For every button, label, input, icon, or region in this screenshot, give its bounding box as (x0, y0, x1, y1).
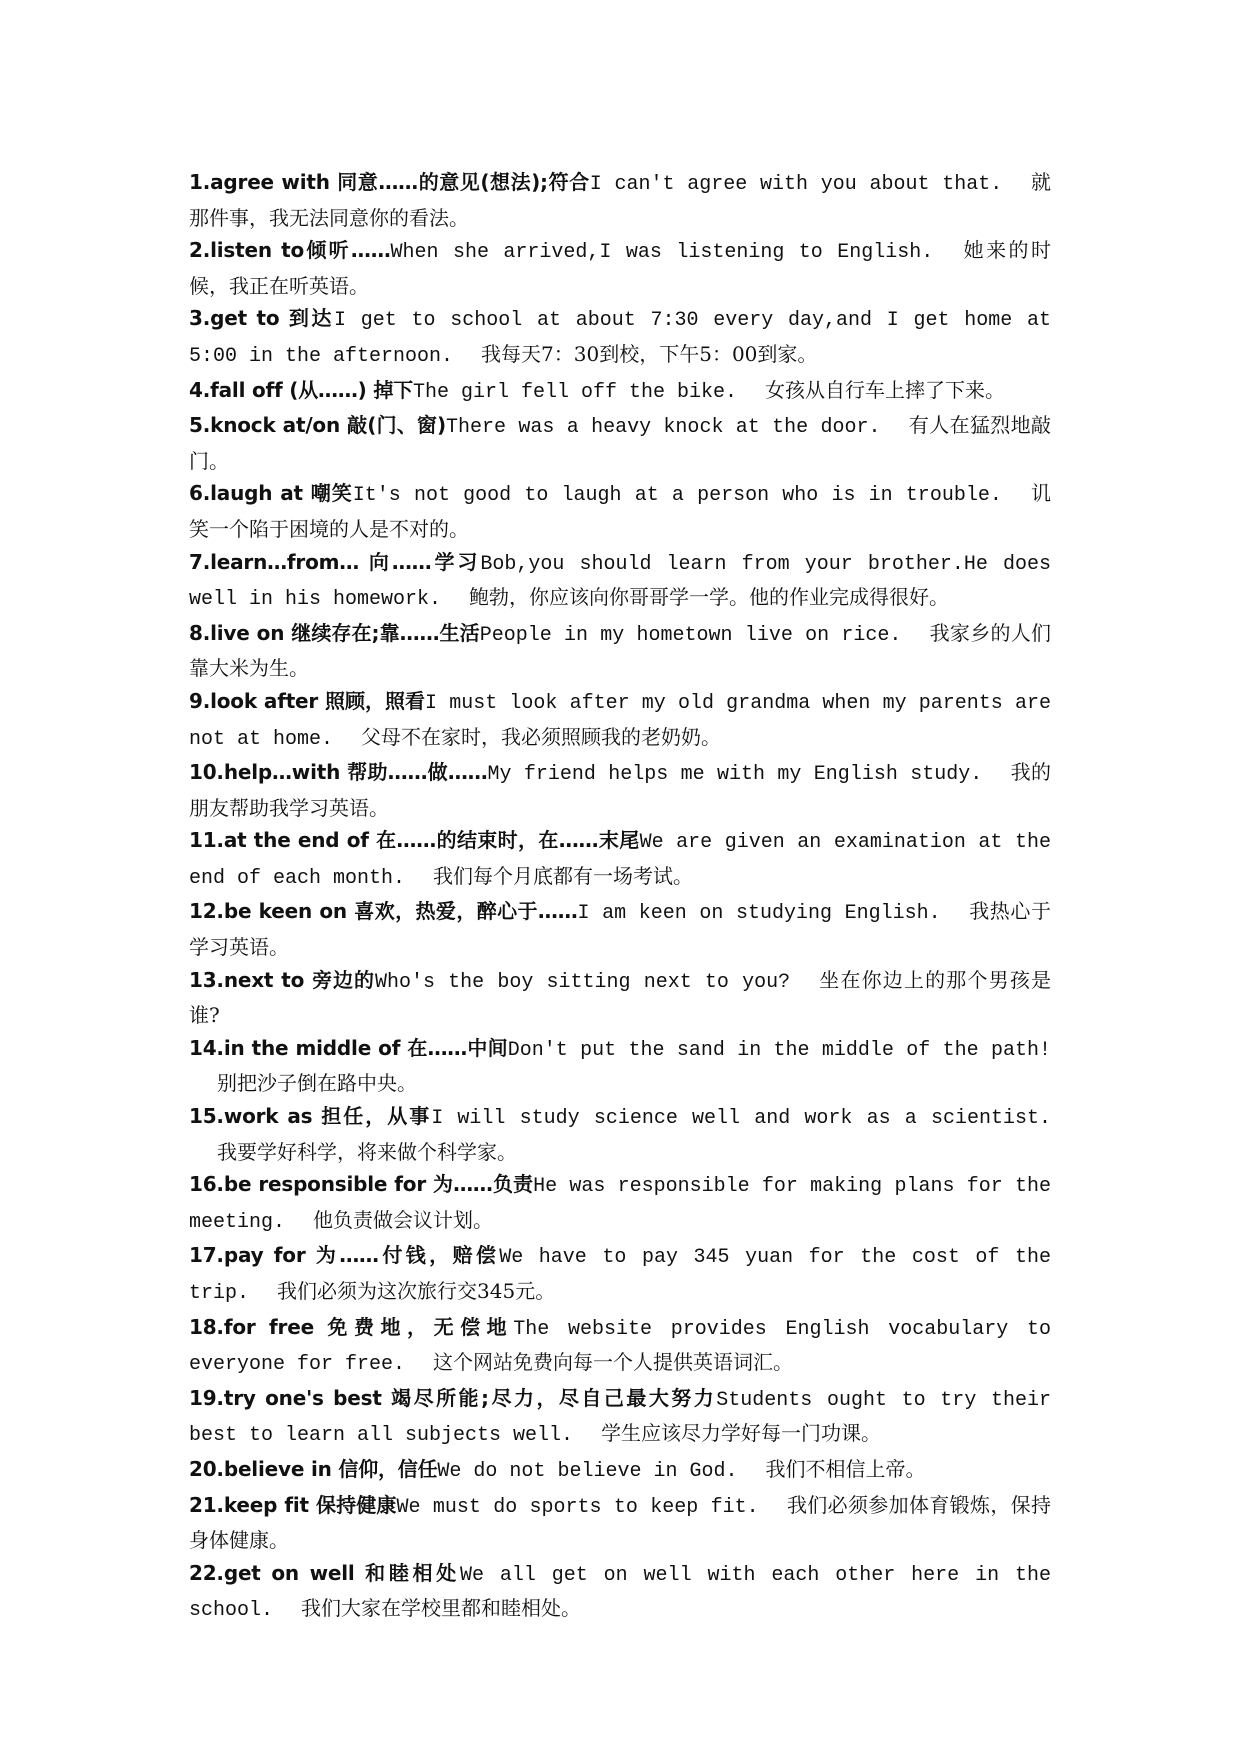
chinese-translation: 别把沙子倒在路中央。 (217, 1071, 417, 1096)
chinese-translation: 我家乡的人们靠大米为生。 (189, 620, 1052, 681)
document-page (189, 166, 1051, 1628)
chinese-translation: 讥笑一个陷于困境的人是不对的。 (189, 481, 1052, 541)
phrase-entry-15 (189, 1100, 1051, 1168)
phrase-entry-17 (189, 1239, 1051, 1310)
english-example: I get to school at about 7:30 every day,and I get home at 5:00 in the afternoon. (189, 309, 1051, 368)
chinese-translation: 我们不相信上帝。 (765, 1456, 926, 1481)
phrase-head: 5.knock at/on 敲(门、窗) (189, 413, 446, 438)
phrase-entry-19 (189, 1382, 1051, 1453)
english-example: I must look after my old grandma when my parents are not at home. (189, 691, 1051, 751)
english-example: Who's the boy sitting next to you? (374, 970, 791, 994)
phrase-head: 7.learn…from… 向……学习 (189, 549, 481, 574)
chinese-translation: 我们大家在学校里都和睦相处。 (301, 1596, 582, 1621)
chinese-translation: 这个网站免费向每一个人提供英语词汇。 (433, 1350, 794, 1375)
phrase-head: 17.pay for 为……付钱，赔偿 (189, 1243, 500, 1268)
phrase-head: 3.get to 到达 (189, 306, 334, 331)
phrase-head: 21.keep fit 保持健康 (189, 1492, 397, 1517)
phrase-head: 14.in the middle of 在……中间 (189, 1035, 508, 1060)
phrase-head: 6.laugh at 嘲笑 (189, 481, 353, 506)
chinese-translation: 学生应该尽力学好每一门功课。 (601, 1421, 882, 1446)
chinese-translation: 就那件事，我无法同意你的看法。 (189, 170, 1051, 230)
phrase-entry-11 (189, 824, 1051, 895)
phrase-head: 8.live on 继续存在;靠……生活 (189, 620, 480, 645)
english-example: There was a heavy knock at the door. (445, 416, 881, 440)
chinese-translation: 有人在猛烈地敲门。 (189, 413, 1052, 473)
english-example: It's not good to laugh at a person who is in trouble. (352, 484, 1002, 508)
phrase-entry-5 (189, 409, 1051, 477)
phrase-head: 16.be responsible for 为……负责 (189, 1172, 534, 1197)
chinese-translation: 我要学好科学，将来做个科学家。 (217, 1139, 517, 1164)
phrase-entry-2 (189, 234, 1051, 302)
chinese-translation: 我的朋友帮助我学习英语。 (189, 760, 1052, 820)
phrase-entry-8 (189, 617, 1051, 685)
phrase-entry-20 (189, 1453, 1051, 1489)
english-example: When she arrived,I was listening to English. (390, 241, 934, 265)
chinese-translation: 她来的时候，我正在听英语。 (189, 238, 1051, 298)
phrase-head: 10.help…with 帮助……做…… (189, 760, 488, 785)
phrase-head: 9.look after 照顾，照看 (189, 688, 425, 713)
phrase-head: 2.listen to倾听…… (189, 238, 391, 263)
chinese-translation: 我们每个月底都有一场考试。 (433, 863, 694, 888)
phrase-entry-4 (189, 374, 1051, 410)
phrase-head: 13.next to 旁边的 (189, 967, 375, 992)
english-example: I will study science well and work as a scientist. (431, 1107, 1051, 1131)
chinese-translation: 坐在你边上的那个男孩是谁? (189, 967, 1051, 1028)
chinese-translation: 父母不在家时，我必须照顾我的老奶奶。 (361, 724, 722, 749)
english-example: People in my hometown live on rice. (479, 623, 902, 647)
chinese-translation: 我热心于学习英语。 (189, 899, 1052, 960)
phrase-entry-3 (189, 302, 1051, 373)
english-example: Don't put the sand in the middle of the path! (507, 1038, 1051, 1062)
phrase-entry-22 (189, 1557, 1051, 1628)
english-example: My friend helps me with my English study. (487, 763, 983, 787)
phrase-entry-14 (189, 1032, 1051, 1100)
english-example: We have to pay 345 yuan for the cost of the trip. (189, 1246, 1051, 1305)
phrase-entry-12 (189, 895, 1051, 963)
phrase-head: 11.at the end of 在……的结束时，在……末尾 (189, 828, 640, 853)
phrase-head: 22.get on well 和睦相处 (189, 1560, 460, 1585)
english-example: I am keen on studying English. (577, 902, 941, 926)
chinese-translation: 他负责做会议计划。 (313, 1207, 494, 1232)
phrase-head: 19.try one's best 竭尽所能;尽力，尽自己最大努力 (189, 1385, 717, 1410)
phrase-entry-13 (189, 964, 1051, 1032)
chinese-translation: 鲍勃，你应该向你哥哥学一学。他的作业完成得很好。 (469, 585, 950, 610)
phrase-head: 1.agree with 同意……的意见(想法);符合 (189, 170, 590, 194)
phrase-entry-9 (189, 685, 1051, 756)
english-example: We must do sports to keep fit. (396, 1495, 759, 1519)
phrase-entry-18 (189, 1311, 1051, 1382)
phrase-entry-21 (189, 1489, 1051, 1557)
chinese-translation: 我们必须为这次旅行交345元。 (277, 1279, 556, 1303)
english-example: He was responsible for making plans for the meeting. (189, 1175, 1051, 1234)
chinese-translation: 女孩从自行车上摔了下来。 (765, 377, 1005, 402)
phrase-head: 18.for free 免费地，无偿地 (189, 1314, 514, 1339)
english-example: We are given an examination at the end of each month. (189, 831, 1051, 890)
phrase-entry-10 (189, 756, 1051, 824)
phrase-entry-1 (189, 166, 1051, 234)
chinese-translation: 我们必须参加体育锻炼，保持身体健康。 (189, 1492, 1052, 1553)
phrase-entry-7 (189, 546, 1051, 617)
chinese-translation: 我每天7：30到校，下午5：00到家。 (481, 341, 818, 366)
english-example: Students ought to try their best to learn all subjects well. (189, 1388, 1052, 1448)
phrase-head: 15.work as 担任，从事 (189, 1104, 432, 1129)
phrase-head: 4.fall off (从……) 掉下 (189, 377, 413, 402)
english-example: The website provides English vocabulary to everyone for free. (189, 1317, 1051, 1377)
english-example: I can't agree with you about that. (589, 173, 1003, 196)
english-example: We do not believe in God. (437, 1459, 738, 1483)
english-example: We all get on well with each other here in the school. (189, 1563, 1051, 1623)
phrase-entry-6 (189, 477, 1051, 545)
phrase-head: 12.be keen on 喜欢，热爱，醉心于…… (189, 899, 578, 924)
english-example: Bob,you should learn from your brother.He does well in his homework. (189, 552, 1051, 612)
english-example: The girl fell off the bike. (412, 380, 737, 404)
phrase-entry-16 (189, 1168, 1051, 1239)
phrase-head: 20.believe in 信仰，信任 (189, 1456, 438, 1481)
